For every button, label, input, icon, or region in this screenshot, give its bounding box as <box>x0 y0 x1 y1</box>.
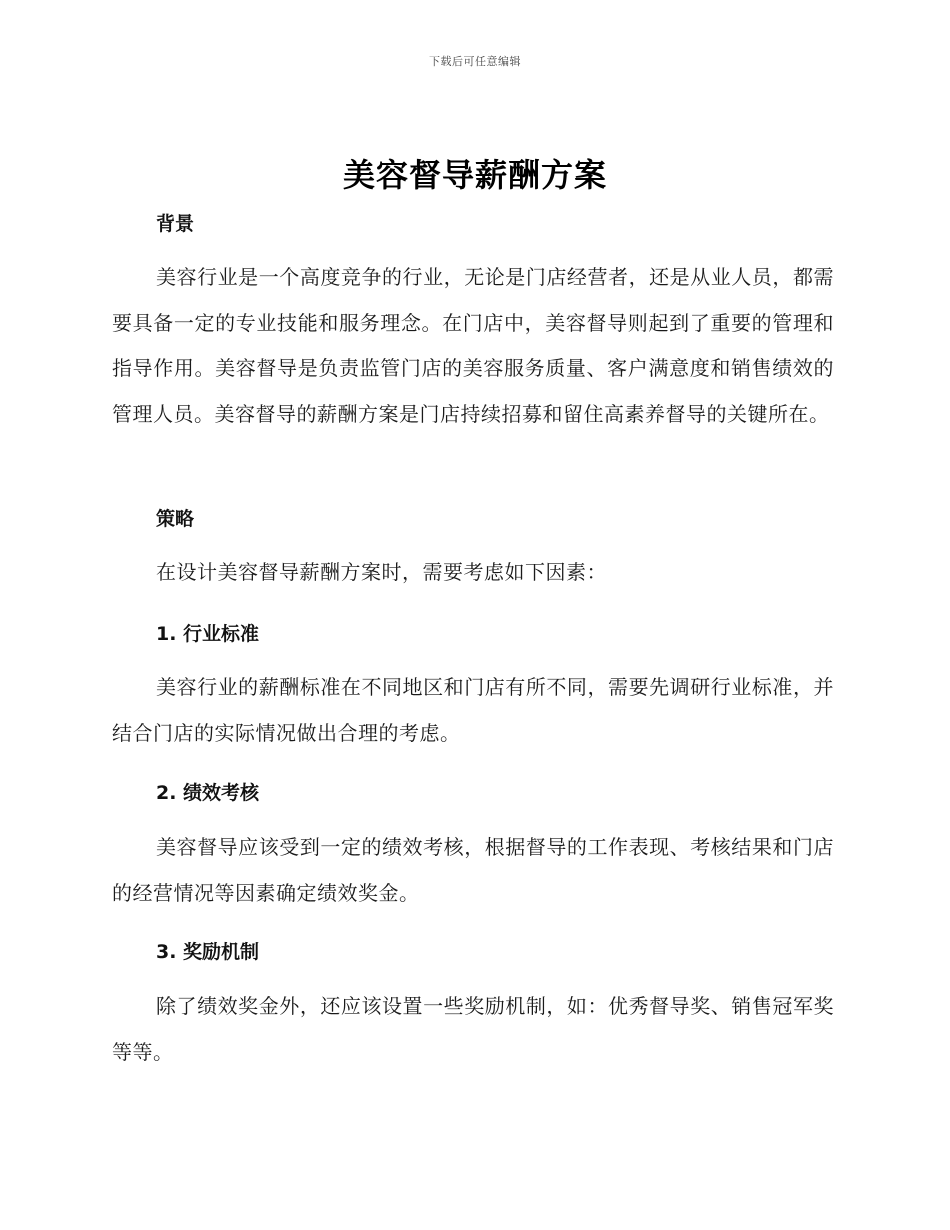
paragraph-industry-standard: 美容行业的薪酬标准在不同地区和门店有所不同，需要先调研行业标准，并结合门店的实际情况做出合理的考虑。 <box>112 675 834 745</box>
heading-performance: 2. 绩效考核 <box>156 782 260 804</box>
paragraph-background: 美容行业是一个高度竞争的行业，无论是门店经营者，还是从业人员，都需要具备一定的专业技能和服务理念。在门店中，美容督导则起到了重要的管理和指导作用。美容督导是负责监管门店的美容服务质量、客户满意度和销售绩效的管理人员。美容督导的薪酬方案是门店持续招募和留住高素养督导的关键所在。 <box>112 265 834 426</box>
paragraph-performance: 美容督导应该受到一定的绩效考核，根据督导的工作表现、考核结果和门店的经营情况等因素确定绩效奖金。 <box>112 835 834 905</box>
header-note: 下载后可任意编辑 <box>429 55 521 68</box>
heading-background: 背景 <box>156 213 195 235</box>
page-title: 美容督导薪酬方案 <box>342 156 607 194</box>
heading-strategy: 策略 <box>156 508 195 530</box>
heading-industry-standard: 1. 行业标准 <box>156 623 260 645</box>
paragraph-incentive: 除了绩效奖金外，还应该设置一些奖励机制，如：优秀督导奖、销售冠军奖等等。 <box>112 994 834 1064</box>
heading-incentive: 3. 奖励机制 <box>156 941 260 963</box>
paragraph-strategy-intro: 在设计美容督导薪酬方案时，需要考虑如下因素： <box>156 560 607 584</box>
